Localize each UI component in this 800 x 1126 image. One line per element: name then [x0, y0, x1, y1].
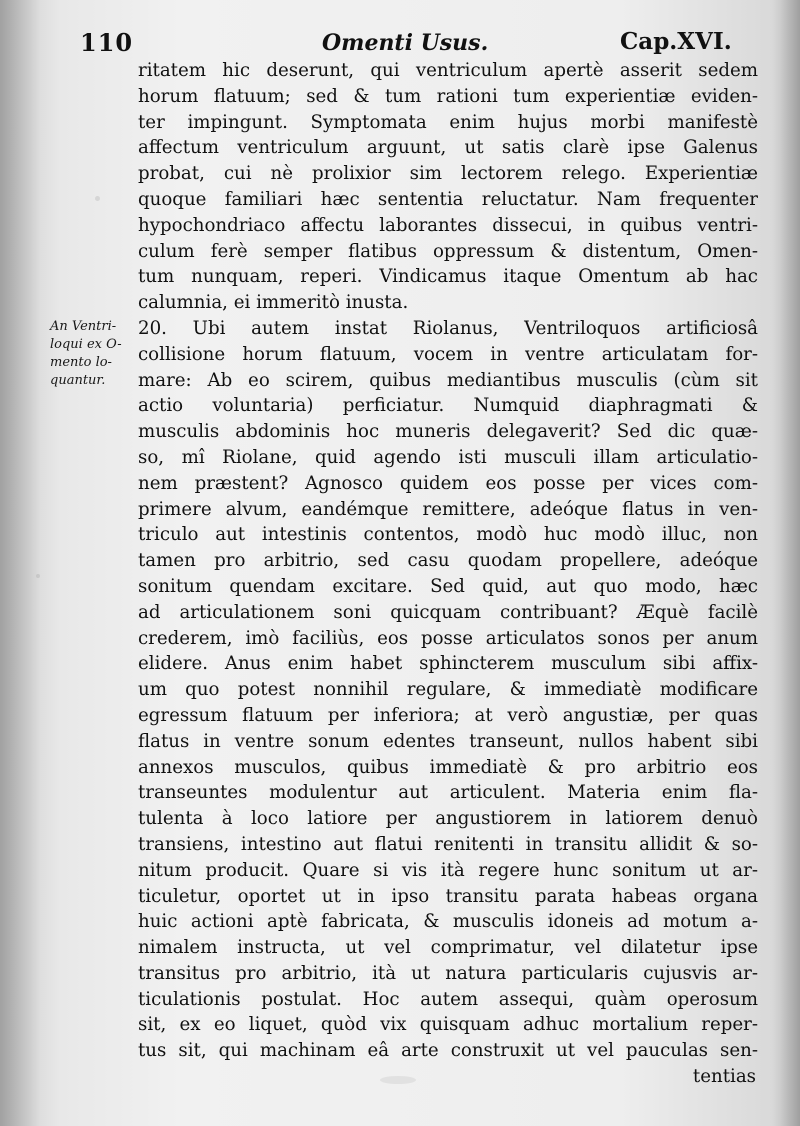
text-line: sonitum quendam excitare. Sed quid, aut quo modo, hæc	[138, 575, 758, 597]
text-line: horum flatuum; sed & tum rationi tum experientiæ eviden-	[138, 85, 758, 107]
text-line: um quo potest nonnihil regulare, & immediatè modificare	[138, 679, 758, 701]
margin-note-line: mento lo-	[50, 355, 112, 370]
text-line: flatus in ventre sonum edentes transeunt, nullos habent sibi	[138, 730, 758, 752]
page-number: 110	[80, 28, 134, 57]
text-line: 20. Ubi autem instat Riolanus, Ventriloquos artificiosâ	[138, 317, 758, 339]
margin-note-line: loqui ex O-	[50, 337, 122, 352]
text-line: transiens, intestino aut flatui renitenti in transitu allidit & so-	[138, 833, 758, 855]
text-line: musculis abdominis hoc muneris delegaverit? Sed dic quæ-	[138, 421, 758, 443]
text-line: transeuntes modulentur aut articulent. Materia enim fla-	[138, 782, 758, 804]
text-line: ritatem hic deserunt, qui ventriculum apertè asserit sedem	[138, 60, 758, 81]
page-edge-shadow-right	[772, 0, 800, 1126]
text-line: ticulationis postulat. Hoc autem assequi, quàm operosum	[138, 988, 758, 1010]
page-header	[0, 26, 800, 60]
text-line: tulenta à loco latiore per angustiorem in latiorem denuò	[138, 808, 758, 830]
text-line: calumnia, ei immeritò inusta.	[138, 292, 409, 314]
text-line: so, mî Riolane, quid agendo isti musculi illam articulatio-	[138, 446, 758, 468]
text-line: tamen pro arbitrio, sed casu quodam propellere, adeóque	[138, 550, 758, 572]
text-line: collisione horum flatuum, vocem in ventre articulatam for-	[138, 343, 758, 365]
running-title: Omenti Usus.	[322, 30, 489, 56]
text-line: culum ferè semper flatibus oppressum & distentum, Omen-	[138, 240, 758, 262]
text-line: tum nunquam, reperi. Vindicamus itaque Omentum ab hac	[138, 266, 758, 288]
text-line: transitus pro arbitrio, ità ut natura particularis cujusvis ar-	[138, 962, 758, 984]
text-line: ticuletur, oportet ut in ipso transitu parata habeas organa	[138, 885, 758, 907]
text-line: probat, cui nè prolixior sim lectorem relego. Experientiæ	[138, 163, 758, 185]
margin-note-line: quantur.	[50, 373, 106, 388]
text-line: egressum flatuum per inferiora; at verò angustiæ, per quas	[138, 704, 758, 726]
text-line: elidere. Anus enim habet sphincterem musculum sibi affix-	[138, 653, 758, 675]
text-line: actio voluntaria) perficiatur. Numquid diaphragmati &	[138, 395, 758, 417]
margin-note	[50, 318, 136, 390]
text-line: nem præstent? Agnosco quidem eos posse per vices com-	[138, 472, 758, 494]
text-line: tus sit, qui machinam eâ arte construxit ut vel pauculas sen-	[138, 1040, 758, 1062]
text-line: nimalem instructa, ut vel comprimatur, vel dilatetur ipse	[138, 937, 758, 959]
text-line: nitum producit. Quare si vis ità regere hunc sonitum ut ar-	[138, 859, 758, 881]
text-line: ad articulationem soni quicquam contribuant? Æquè facilè	[138, 601, 758, 623]
text-line: crederem, imò faciliùs, eos posse articulatos sonos per anum	[138, 627, 758, 649]
text-line: affectum ventriculum arguunt, ut satis clarè ipse Galenus	[138, 137, 758, 159]
text-line: triculo aut intestinis contentos, modò huc modò illuc, non	[138, 524, 758, 546]
text-line: sit, ex eo liquet, quòd vix quisquam adhuc mortalium reper-	[138, 1014, 758, 1036]
body-text	[138, 58, 758, 1090]
catchword: tentias	[692, 1066, 756, 1088]
ink-speck	[36, 574, 40, 578]
text-line: ter impingunt. Symptomata enim hujus morbi manifestè	[138, 111, 758, 133]
text-line: huic actioni aptè fabricata, & musculis idoneis ad motum a-	[138, 911, 758, 933]
chapter-label: Cap.XVI.	[620, 28, 732, 55]
text-line: annexos musculos, quibus immediatè & pro arbitrio eos	[138, 756, 758, 778]
ink-speck	[95, 196, 100, 201]
text-line: hypochondriaco affectu laborantes dissecui, in quibus ventri-	[138, 214, 758, 236]
text-line: primere alvum, eandémque remittere, adeóque flatus in ven-	[138, 498, 758, 520]
text-line: quoque familiari hæc sententia reluctatur. Nam frequenter	[138, 188, 758, 210]
text-line: mare: Ab eo scirem, quibus mediantibus musculis (cùm sit	[138, 369, 758, 391]
page-edge-shadow-left	[0, 0, 40, 1126]
margin-note-line: An Ventri-	[50, 319, 117, 334]
